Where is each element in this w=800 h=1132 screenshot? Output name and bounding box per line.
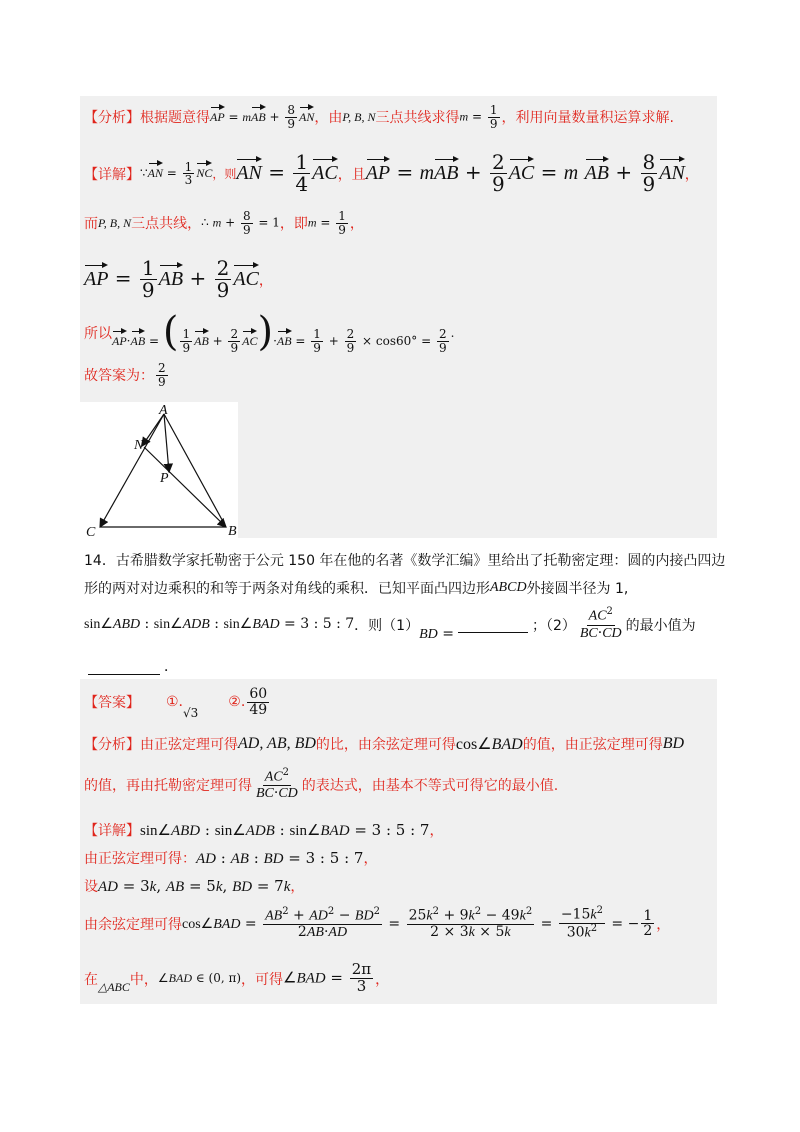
analysis-equation: AP = mAB + $\frac{8}{9}$ AN — [210, 103, 315, 131]
bd-label: BD = — [419, 626, 454, 642]
cosine-law-equation: cos∠BAD = $\frac{AB^2 + AD^2 - BD^2}{2AB\cdot AD}$ = $\frac{25k^2 + 9k^2 - 49k^2}{2 \times 3k \times 5k}$ = $\frac{-15k^2}{30k^2}$ = − $\frac{1}{2}$ — [182, 905, 653, 941]
detail14-line-2: 由正弦定理可得： AD : AB : BD = 3 : 5 : 7 ， — [84, 848, 378, 867]
edge-ac — [100, 414, 164, 527]
answer14-line: 【答案】 ①. √3 ②. $\frac{60}{49}$ — [84, 684, 271, 720]
label-a: A — [159, 403, 168, 418]
detail-eq-an-nc: ∵AN = $\frac{1}{3}$ NC — [140, 159, 213, 188]
detail14-line-3: 设 AD = 3k, AB = 5k, BD = 7k ， — [84, 876, 305, 895]
collinear-equation: ∴ m + $\frac{8}{9}$ = 1 — [201, 209, 280, 237]
target-fraction: $\frac{AC^2}{BC\cdot CD}$ — [579, 606, 622, 641]
q14-line-3: sin∠ABD : sin∠ADB : sin∠BAD = 3 : 5 : 7 ．则（1） BD = ；（2） $\frac{AC^2}{BC\cdot CD}$ 的最小值为 — [84, 606, 696, 642]
label-c: C — [86, 525, 96, 538]
detail14-line-1: 【详解】 sin∠ABD : sin∠ADB : sin∠BAD = 3 : 5 : 7 ， — [84, 820, 444, 839]
answer-1: √3 — [183, 706, 199, 720]
answer-value: $\frac{2}{9}$ — [158, 361, 166, 389]
vector-an — [142, 414, 164, 446]
dot-product-equation: AP·AB = ( $\frac{1}{9}$ AB + $\frac{2}{9}$ AC)·AB = $\frac{1}{9}$ + $\frac{2}{9}$ × cos60° = $\frac{2}{9}$ — [112, 309, 447, 355]
detail-eq-ap: AP = mAB + $\frac{2}{9}$ AC = m AB + $\frac{8}{9}$ AN — [365, 150, 685, 196]
sine-ratio: sin∠ABD : sin∠ADB : sin∠BAD = 3 : 5 : 7 — [84, 616, 355, 632]
analysis-line: 【分析】 根据题意得 AP = mAB + $\frac{8}{9}$ AN ，由 P, B, N 三点共线求得 m = $\frac{1}{9}$ ，利用向量数量积运算求解. — [84, 103, 674, 131]
detail-eq-an-ac: AN = $\frac{1}{4}$ AC — [236, 150, 338, 196]
analysis14-line-2: 的值，再由托勒密定理可得 $\frac{AC^2}{BC\cdot CD}$ 的表达式，由基本不等式可得它的最小值. — [84, 767, 559, 802]
detail-line-2: 而 P, B, N 三点共线， ∴ m + $\frac{8}{9}$ = 1 ，即 m = $\frac{1}{9}$ ， — [84, 209, 364, 237]
detail14-line-4: 由余弦定理可得 cos∠BAD = $\frac{AB^2 + AD^2 - BD^2}{2AB\cdot AD}$ = $\frac{25k^2 + 9k^2 - 49k^2}{2 \times 3k \times 5k}$ = $\frac{-15k^2}{30k^2}$ = − $\frac{1}{2}$ ， — [84, 905, 671, 941]
answer-label: 故答案为： — [84, 368, 154, 385]
segment-nb — [144, 447, 226, 527]
q14-line-2: 形的两对对边乘积的和等于两条对角线的乘积．已知平面凸四边形 ABCD 外接圆半径为 1, — [84, 580, 629, 597]
edge-ab — [164, 414, 226, 527]
detail14-line-5: 在 △ABC 中， ∠BAD ∈ (0, π) ，可得 ∠BAD = $\frac{2\pi}{3}$ ， — [84, 960, 390, 995]
q14-line-4: ． — [84, 656, 178, 676]
label-b: B — [228, 524, 237, 538]
solution-14-panel — [80, 679, 717, 1004]
answer-2: $\frac{60}{49}$ — [249, 685, 268, 718]
q14-line-1: 14．古希腊数学家托勒密于公元 150 年在他的名著《数学汇编》里给出了托勒密定理：圆的内接凸四边 — [84, 553, 726, 569]
detail-line-4: 所以 AP·AB = ( $\frac{1}{9}$ AB + $\frac{2}{9}$ AC)·AB = $\frac{1}{9}$ + $\frac{2}{9}$ × cos60° = $\frac{2}{9}$ . — [84, 309, 455, 355]
answer-line — [84, 362, 170, 388]
analysis-text: 根据题意得 — [140, 110, 210, 127]
detail-line-1: 【详解】 ∵AN = $\frac{1}{3}$ NC ，则 AN = $\frac{1}{4}$ AC ，且 AP = mAB + $\frac{2}{9}$ AC = m AB + $\frac{8}{9}$ AN ， — [84, 150, 699, 196]
ap-decomposition: AP = $\frac{1}{9}$ AB + $\frac{2}{9}$ AC — [84, 256, 259, 302]
blank-2[interactable] — [88, 658, 160, 675]
label-p: P — [160, 471, 169, 486]
m-value: m = $\frac{1}{9}$ — [459, 103, 498, 131]
detail-tag: 【详解】 — [84, 166, 140, 183]
triangle-figure — [80, 402, 238, 538]
label-n: N — [134, 438, 144, 453]
analysis-tag: 【分析】 — [84, 110, 140, 127]
analysis14-line-1: 【分析】 由正弦定理可得 AD, AB, BD 的比，由余弦定理可得 cos∠BAD 的值，由正弦定理可得 BD — [84, 735, 685, 753]
detail-line-3: AP = $\frac{1}{9}$ AB + $\frac{2}{9}$ AC ， — [84, 256, 273, 302]
blank-1[interactable] — [458, 616, 528, 633]
points-pbn: P, B, N — [342, 109, 376, 124]
answer-tag: 【答案】 — [84, 695, 140, 711]
